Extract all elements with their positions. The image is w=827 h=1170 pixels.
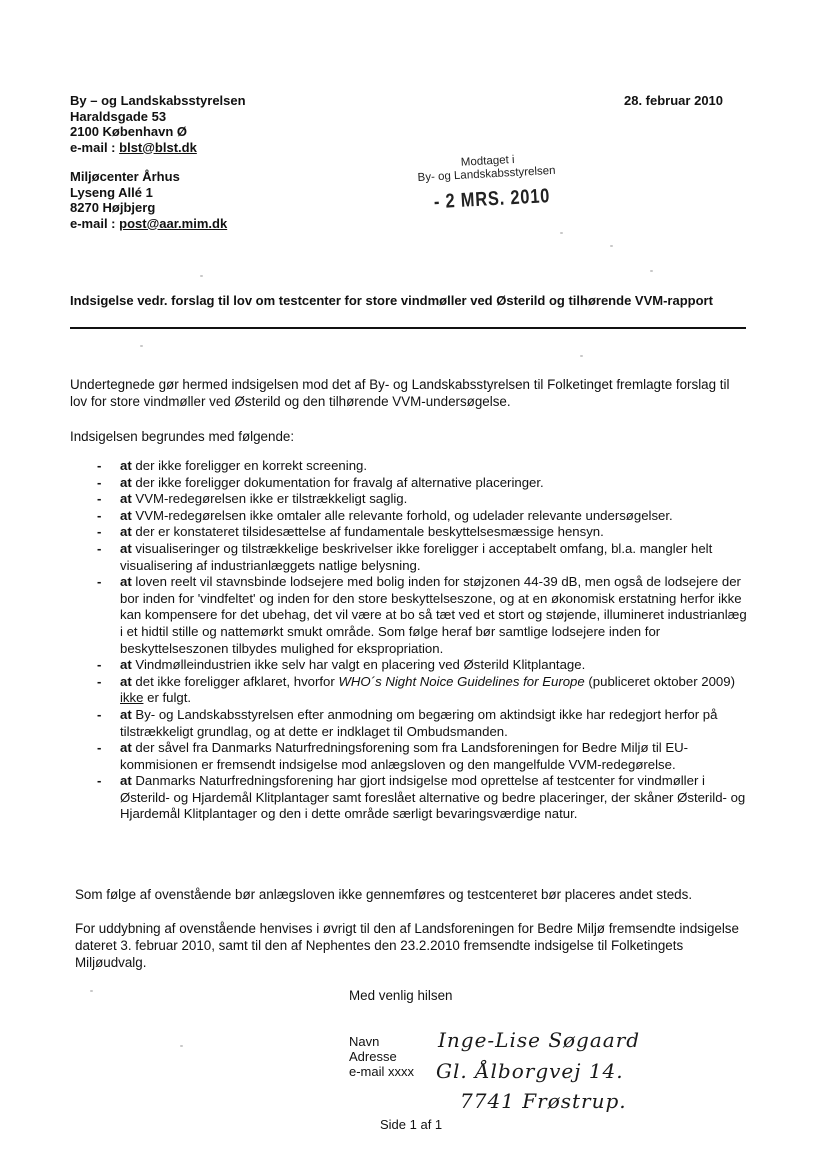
list-item: - at VVM-redegørelsen ikke omtaler alle relevante forhold, og udelader relevante undersøgelser. (97, 507, 673, 523)
list-item: - at loven reelt vil stavnsbinde lodsejere med bolig inden for støjzonen 44-39 dB, men også de lodsejere der bor inden for 'vindfeltet' og inden for den store beskyttelseszone, og at en økonomisk erstatning herfor ikke kan kompensere for det ubehag, det vil være at bo så tæt ved et stort og støjende, illumineret industrianlæg i et hidtil stille og nattemørkt smukt område. Som følge heraf bør samtlige lodsejere inden for beskyttelseszonen tilbydes mulighed for ekspropriation. (97, 574, 747, 656)
bullet-dash-icon: - (97, 491, 102, 507)
name-label: Navn (349, 1034, 380, 1049)
bullet-dash-icon: - (97, 507, 102, 523)
received-stamp (409, 151, 582, 216)
recipient-block (70, 169, 227, 231)
address-label: Adresse (349, 1049, 397, 1064)
recipient-city: 8270 Højbjerg (70, 200, 156, 215)
closing-greeting: Med venlig hilsen (349, 988, 453, 1003)
sender-name: By – og Landskabsstyrelsen (70, 93, 246, 108)
recipient-name: Miljøcenter Århus (70, 169, 180, 184)
page-footer: Side 1 af 1 (380, 1117, 443, 1132)
bullet-dash-icon: - (97, 524, 102, 540)
recipient-email: post@aar.mim.dk (119, 215, 228, 231)
bullet-dash-icon: - (97, 540, 102, 556)
bullet-dash-icon: - (97, 657, 102, 673)
list-item: - at By- og Landskabsstyrelsen efter anmodning om begæring om aktindsigt ikke har redegjort herfor på tilstrækkeligt grundlag, og at dette er indklaget til Ombudsmanden. (97, 706, 718, 739)
list-item: - at der såvel fra Danmarks Naturfredningsforening som fra Landsforeningen for Bedre Miljø til EU-kommisionen er fremsendt indsigelse mod anlægsloven og den mangelfulde VVM-redegørelse. (97, 740, 689, 772)
list-item: - at visualiseringer og tilstrækkelige beskrivelser ikke foreligger i acceptabelt omfang, bl.a. mangler helt visualisering af industrianlæggets natlige belysning. (97, 540, 713, 573)
subject-heading: Indsigelse vedr. forslag til lov om testcenter for store vindmøller ved Østerild og tilhørende VVM-rapport (70, 293, 713, 308)
scan-speck (650, 270, 653, 272)
conclusion-paragraph: Som følge af ovenstående bør anlægsloven ikke gennemføres og testcenteret bør placeres andet steds. (75, 887, 693, 902)
bullet-dash-icon: - (97, 458, 102, 473)
list-item: - at det ikke foreligger afklaret, hvorfor WHO´s Night Noice Guidelines for Europe (publiceret oktober 2009) ikke er fulgt. (97, 673, 735, 706)
scan-speck (180, 1045, 183, 1047)
recipient-email-label: e-mail : (70, 215, 116, 231)
stamp-date: - 2 MRS. 2010 (433, 185, 551, 214)
recipient-street: Lyseng Allé 1 (70, 184, 153, 200)
reference-paragraph: For uddybning af ovenstående henvises i øvrigt til den af Landsforeningen for Bedre Miljø fremsendte indsigelse dateret 3. februar 2010, samt til den af Nephentes den 23.2.2010 fremsendte indsigelse til Folketingets Miljøudvalg. (75, 921, 739, 970)
bullet-dash-icon: - (97, 574, 102, 590)
scan-speck (90, 990, 93, 992)
recipient-email-line (70, 216, 227, 232)
handwritten-name: Inge-Lise Søgaard (438, 1028, 641, 1052)
stamp-line-1: Modtaget i (460, 153, 515, 169)
sender-email-line (70, 140, 246, 156)
sender-street: Haraldsgade 53 (70, 108, 167, 124)
bullet-dash-icon: - (97, 673, 102, 689)
list-item: - at VVM-redegørelsen ikke er tilstrækkeligt saglig. (97, 491, 408, 507)
who-guidelines-title: WHO´s Night Noice Guidelines for Europe (338, 673, 585, 689)
handwritten-address-2: 7741 Frøstrup. (460, 1089, 627, 1113)
scan-speck (580, 355, 583, 357)
subject-divider (70, 327, 746, 329)
bullet-dash-icon: - (97, 740, 102, 756)
stamp-line-2: By- og Landskabsstyrelsen (417, 164, 556, 185)
intro-paragraph: Undertegnede gør hermed indsigelsen mod det af By- og Landskabsstyrelsen til Folketinget fremlagte forslag til lov for store vindmøller ved Østerild og den tilhørende VVM-undersøgelse. (70, 377, 730, 409)
list-item: - at der ikke foreligger dokumentation for fravalg af alternative placeringer. (97, 474, 544, 490)
sender-email-label: e-mail : (70, 139, 116, 155)
bullet-dash-icon: - (97, 474, 102, 490)
list-item: - at der ikke foreligger en korrekt screening. (97, 458, 368, 473)
reasons-intro: Indsigelsen begrundes med følgende: (70, 429, 295, 444)
scan-speck (560, 232, 563, 234)
sender-email: blst@blst.dk (119, 139, 197, 155)
signature-labels (349, 1034, 414, 1079)
letter-date: 28. februar 2010 (624, 93, 724, 108)
sender-city: 2100 København Ø (70, 124, 188, 139)
scan-speck (610, 245, 613, 247)
list-item: - at der er konstateret tilsidesættelse af fundamentale beskyttelsesmæssige hensyn. (97, 524, 604, 540)
objections-list (70, 458, 750, 823)
list-item: - at Vindmølleindustrien ikke selv har valgt en placering ved Østerild Klitplantage. (97, 657, 586, 673)
scan-speck (200, 275, 203, 277)
list-item: - at Danmarks Naturfredningsforening har gjort indsigelse mod oprettelse af testcenter for vindmøller i Østerild- og Hjardemål Klitplantager samt foreslået alternative og bedre placeringer, der skåner Østerild- og Hjardemål Klitplantager og den i dette område særligt bevaringsværdige natur. (97, 773, 746, 822)
bullet-dash-icon: - (97, 773, 102, 789)
handwritten-address-1: Gl. Ålborgvej 14. (436, 1059, 624, 1083)
scan-speck (140, 345, 143, 347)
email-label: e-mail xxxx (349, 1064, 415, 1079)
bullet-dash-icon: - (97, 706, 102, 722)
sender-block (70, 93, 246, 155)
